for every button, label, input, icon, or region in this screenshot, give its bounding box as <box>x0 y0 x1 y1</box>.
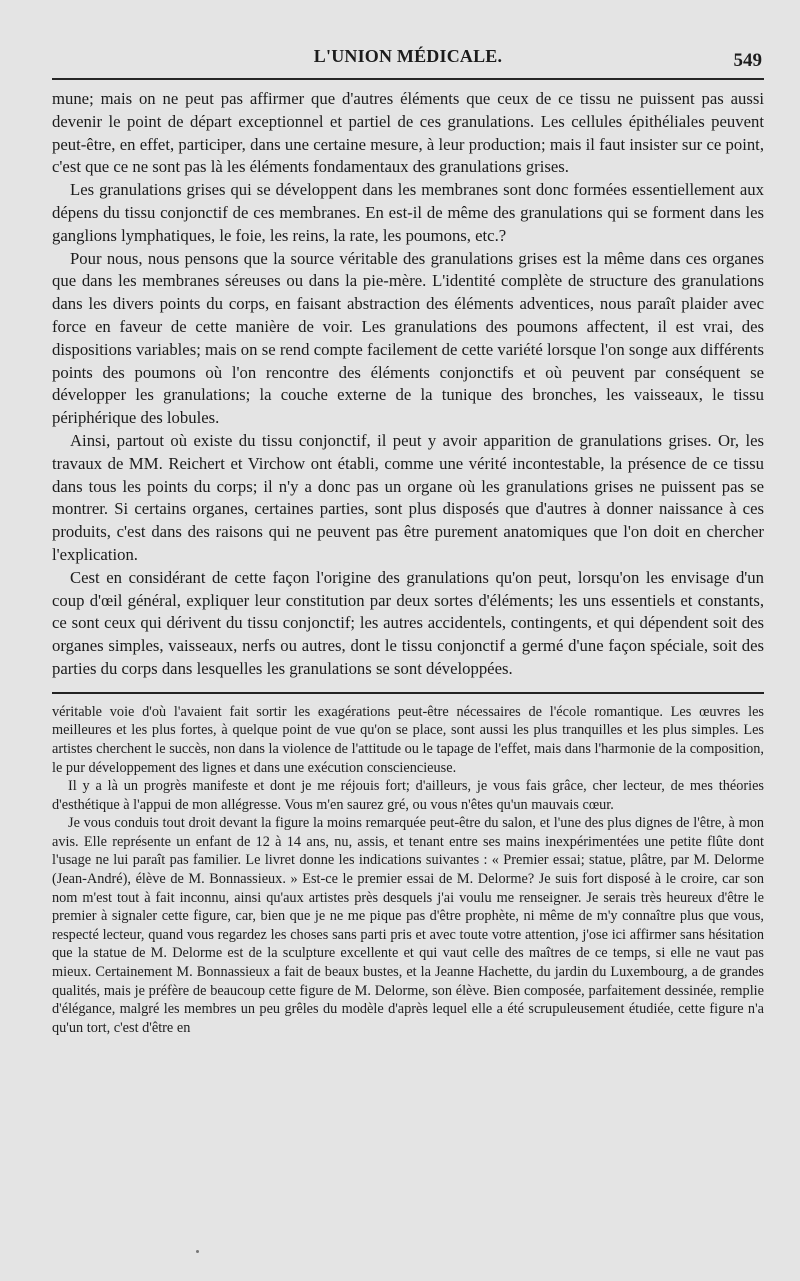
body-paragraph: Pour nous, nous pensons que la source véritable des granulations grises est la même dans ces organes que dans les membranes séreuses ou dans la pie-mère. L'identité complète de structure des granulations dans les divers points du corps, en faisant abstraction des éléments adventices, nous paraît plaider avec force en faveur de cette manière de voir. Les granulations des poumons affectent, il est vrai, des dispositions variables; mais on se rend compte facilement de cette variété lorsque l'on songe aux différents points des poumons où l'on rencontre des éléments conjonctifs et où peuvent par conséquent se développer les granulations; la couche externe de la tunique des bronches, les vaisseaux, le tissu périphérique des lobules. <box>52 248 764 428</box>
footnote-paragraph: Il y a là un progrès manifeste et dont je me réjouis fort; d'ailleurs, je vous fais grâce, cher lecteur, de mes théories d'esthétique à l'appui de mon allégresse. Vous m'en saurez gré, ou vous n'êtes qu'un mauvais cœur. <box>52 778 764 813</box>
main-text <box>52 88 764 681</box>
page-number: 549 <box>733 50 762 71</box>
running-title: L'UNION MÉDICALE. <box>313 46 503 66</box>
print-mark <box>196 1250 199 1253</box>
body-paragraph: mune; mais on ne peut pas affirmer que d'autres éléments que ceux de ce tissu ne puissent pas aussi devenir le point de départ exceptionnel et partiel de ces granulations. Les cellules épithéliales peuvent peut-être, en effet, participer, dans une certaine mesure, à leur production; mais il faut insister sur ce point, c'est que ce ne sont pas là les éléments fondamentaux des granulations grises. <box>52 89 764 177</box>
footnote-paragraph: Je vous conduis tout droit devant la figure la moins remarquée peut-être du salon, et l'une des plus dignes de l'être, à mon avis. Elle représente un enfant de 12 à 14 ans, nu, assis, et tenant entre ses mains inexpérimentées une petite flûte dont l'usage ne lui paraît pas familier. Le livret donne les indications suivantes : « Premier essai; statue, plâtre, par M. Delorme (Jean-André), élève de M. Bonnassieux. » Est-ce le premier essai de M. Delorme? Je suis fort disposé à le croire, car son nom m'est tout à fait inconnu, ainsi qu'aux artistes près desquels j'ai voulu me renseigner. Je serais très heureux d'être le premier à signaler cette figure, car, bien que je ne me pique pas d'être prophète, ni même de m'y connaître plus que vous, respecté lecteur, quand vous regardez les choses sans parti pris et avec toute votre attention, j'ose ici affirmer sans hésitation que la statue de M. Delorme est de la sculpture excellente et qui vaut celle des maîtres de ce temps, si elle ne vaut pas mieux. Certainement M. Bonnassieux a fait de beaux bustes, et la Jeanne Hachette, du jardin du Luxembourg, a de grandes qualités, mais je préfère de beaucoup cette figure de M. Delorme, son élève. Bien composée, parfaitement dessinée, remplie d'élégance, malgré les membres un peu grêles du modèle d'après lequel elle a été scrupuleusement étudiée, cette figure n'a qu'un tort, c'est d'être en <box>52 815 764 1036</box>
body-paragraph: Cest en considérant de cette façon l'origine des granulations qu'on peut, lorsqu'on les envisage d'un coup d'œil général, expliquer leur constitution par deux sortes d'éléments; les uns essentiels et constants, ce sont ceux qui dérivent du tissu conjonctif; les autres accidentels, contingents, et qui dépendent soit des organes simples, vaisseaux, nerfs ou autres, dont le tissu conjonctif a germé d'une façon spéciale, soit des parties du corps dans lesquelles les granulations se sont développées. <box>52 567 764 678</box>
footnote-divider <box>52 692 764 694</box>
footnote-paragraph: véritable voie d'où l'avaient fait sortir les exagérations peut-être nécessaires de l'école romantique. Les œuvres les meilleures et les plus fortes, à quelque point de vue qu'on se place, sont aussi les plus tranquilles et les plus simples. Les artistes cherchent le succès, non dans la violence de l'attitude ou le tapage de l'effet, mais dans l'harmonie de la composition, le pur développement des lignes et dans une exécution consciencieuse. <box>52 703 764 776</box>
page-header <box>52 44 764 80</box>
footnote-text <box>52 703 764 1038</box>
body-paragraph: Les granulations grises qui se développent dans les membranes sont donc formées essentiellement aux dépens du tissu conjonctif de ces membranes. En est-il de même des granulations qui se forment dans les ganglions lymphatiques, le foie, les reins, la rate, les poumons, etc.? <box>52 180 764 245</box>
body-paragraph: Ainsi, partout où existe du tissu conjonctif, il peut y avoir apparition de granulations grises. Or, les travaux de MM. Reichert et Virchow ont établi, comme une vérité incontestable, la présence de ce tissu dans tous les points du corps; il n'y a donc pas un organe où les granulations grises ne puissent pas se montrer. Si certains organes, certaines parties, sont plus disposés que d'autres à donner naissance à ces produits, c'est dans des raisons qui ne peuvent pas être purement anatomiques que l'on doit en chercher l'explication. <box>52 430 764 564</box>
